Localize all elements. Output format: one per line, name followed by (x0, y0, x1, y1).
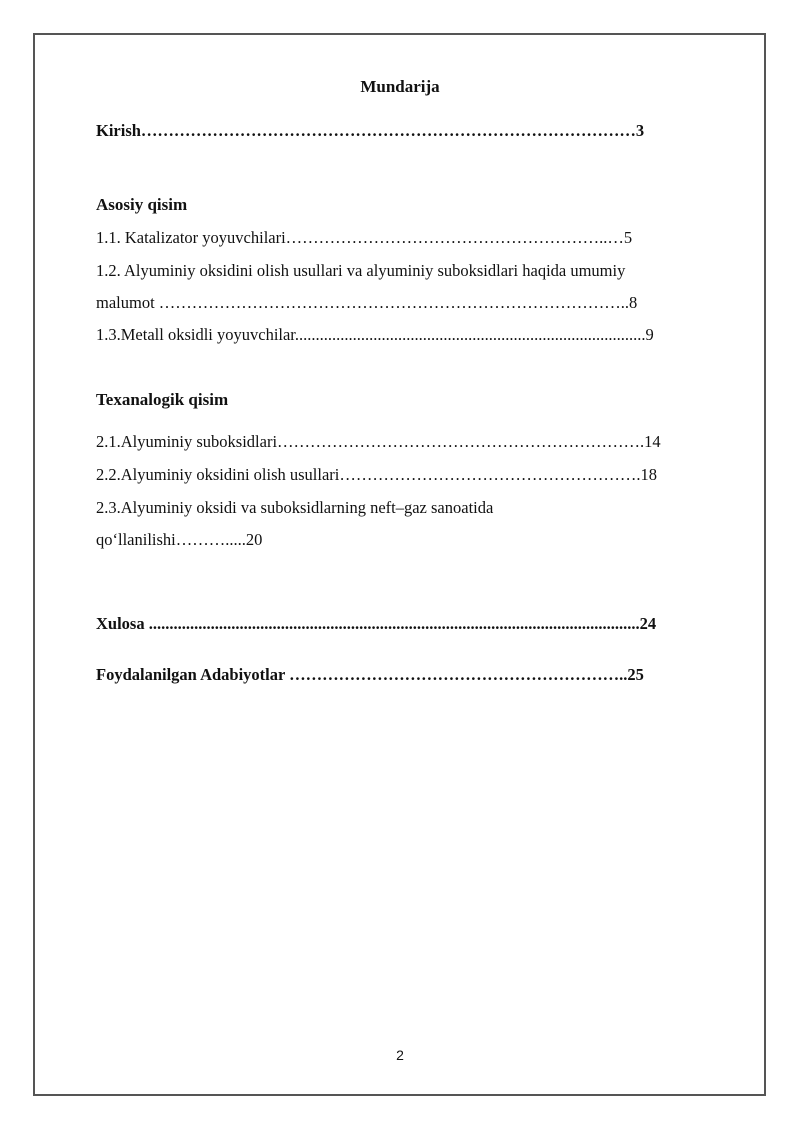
toc-entry-conclusion: Xulosa .......................................................................................................................24 (96, 614, 657, 633)
toc-entry-1-2: 1.2. Alyuminiy oksidini olish usullari va alyuminiy suboksidlari haqida umumiy (96, 261, 626, 280)
toc-title: Mundarija (360, 77, 440, 96)
toc-entry-1-3: 1.3.Metall oksidli yoyuvchilar.....................................................................................9 (96, 325, 654, 344)
toc-entry-2-1: 2.1.Alyuminiy suboksidlari………………………………………………………….14 (96, 432, 661, 451)
toc-entry-1-2-cont: malumot …………………………………………………………………………..8 (96, 293, 638, 312)
toc-entry-intro: Kirish………………………………………………………………………………3 (96, 121, 645, 140)
page-number: 2 (396, 1047, 404, 1063)
toc-entry-1-1: 1.1. Katalizator yoyuvchilari…………………………………………………..…5 (96, 228, 633, 247)
toc-entry-2-3: 2.3.Alyuminiy oksidi va suboksidlarning neft–gaz sanoatida (96, 498, 494, 517)
toc-entry-references: Foydalanilgan Adabiyotlar ……………………………………………………..25 (96, 665, 644, 684)
section-heading-tech: Texanalogik qisim (96, 390, 229, 409)
section-heading-main: Asosiy qisim (96, 195, 188, 214)
toc-entry-2-2: 2.2.Alyuminiy oksidini olish usullari……………………………………………….18 (96, 465, 658, 484)
page-border (33, 33, 766, 1096)
toc-entry-2-3-cont: qo‘llanilishi……….....20 (96, 530, 263, 549)
